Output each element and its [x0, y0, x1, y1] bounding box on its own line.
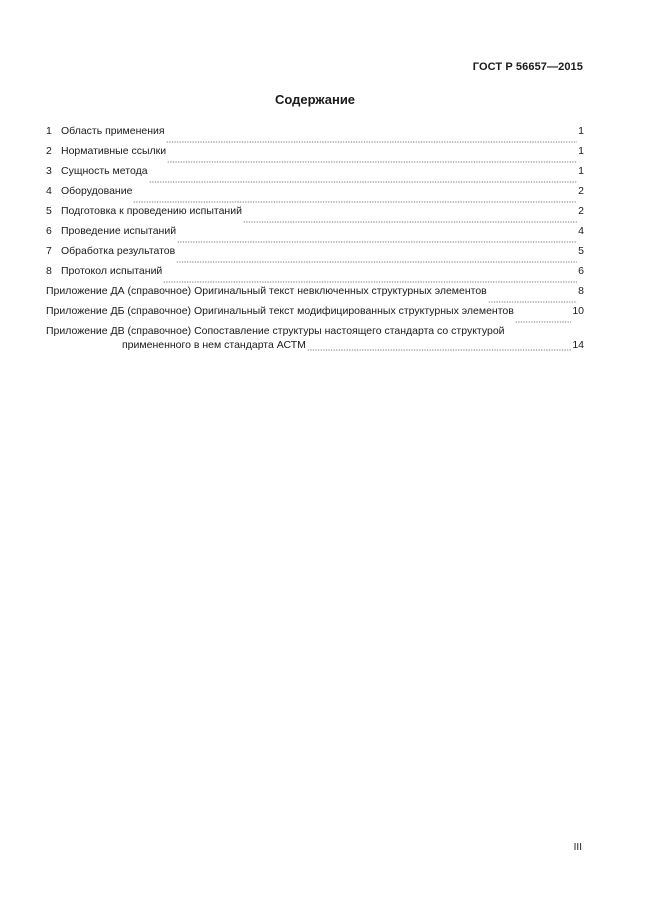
toc-number: 2	[46, 145, 52, 157]
toc-entry-2[interactable]	[46, 144, 584, 164]
toc-entry-4[interactable]	[46, 184, 584, 204]
dot-leader	[166, 132, 577, 144]
dot-leader	[177, 232, 577, 244]
dot-leader	[163, 272, 577, 284]
toc-appendix-db[interactable]	[46, 304, 584, 324]
toc-page: 4	[578, 225, 584, 237]
toc-page: 1	[578, 125, 584, 137]
toc-number: 7	[46, 245, 52, 257]
table-of-contents	[46, 124, 584, 358]
toc-title: Сущность метода	[61, 165, 148, 177]
dot-leader	[167, 152, 577, 164]
toc-number: 4	[46, 185, 52, 197]
appendix-page: 14	[572, 339, 584, 351]
appendix-page: 8	[578, 285, 584, 297]
toc-title: Подготовка к проведению испытаний	[61, 205, 242, 217]
toc-title: Проведение испытаний	[61, 225, 177, 237]
toc-title: Оборудование	[61, 185, 133, 197]
toc-page: 2	[578, 185, 584, 197]
toc-entry-1[interactable]	[46, 124, 584, 144]
toc-entry-5[interactable]	[46, 204, 584, 224]
toc-number: 3	[46, 165, 52, 177]
toc-entry-7[interactable]	[46, 244, 584, 264]
appendix-title: Приложение ДА (справочное) Оригинальный текст невключенных структурных элементов	[46, 285, 487, 297]
page-title: Содержание	[274, 92, 356, 107]
toc-number: 8	[46, 265, 52, 277]
toc-page: 5	[578, 245, 584, 257]
toc-number: 6	[46, 225, 52, 237]
dot-leader	[307, 340, 571, 352]
toc-entry-3[interactable]	[46, 164, 584, 184]
appendix-page: 10	[572, 305, 584, 317]
toc-appendix-da[interactable]	[46, 284, 584, 304]
appendix-title-line2: примененного в нем стандарта АСТМ	[122, 339, 306, 351]
dot-leader	[243, 212, 577, 224]
dot-leader	[149, 172, 577, 184]
toc-page: 6	[578, 265, 584, 277]
toc-appendix-dv[interactable]	[46, 324, 584, 358]
toc-title: Протокол испытаний	[61, 265, 163, 277]
toc-page: 2	[578, 205, 584, 217]
toc-title: Обработка результатов	[61, 245, 176, 257]
appendix-title: Приложение ДБ (справочное) Оригинальный текст модифицированных структурных элементов	[46, 305, 514, 317]
page-number: III	[573, 842, 582, 853]
toc-entry-6[interactable]	[46, 224, 584, 244]
toc-title: Нормативные ссылки	[61, 145, 167, 157]
standard-header: ГОСТ Р 56657—2015	[472, 61, 583, 73]
dot-leader	[176, 252, 577, 264]
appendix-title-line1: Приложение ДВ (справочное) Сопоставление структуры настоящего стандарта со структурой	[46, 325, 505, 337]
dot-leader	[133, 192, 577, 204]
toc-title: Область применения	[61, 125, 165, 137]
toc-page: 1	[578, 165, 584, 177]
toc-entry-8[interactable]	[46, 264, 584, 284]
toc-number: 1	[46, 125, 52, 137]
dot-leader	[515, 312, 571, 324]
dot-leader	[488, 292, 577, 304]
toc-number: 5	[46, 205, 52, 217]
toc-page: 1	[578, 145, 584, 157]
